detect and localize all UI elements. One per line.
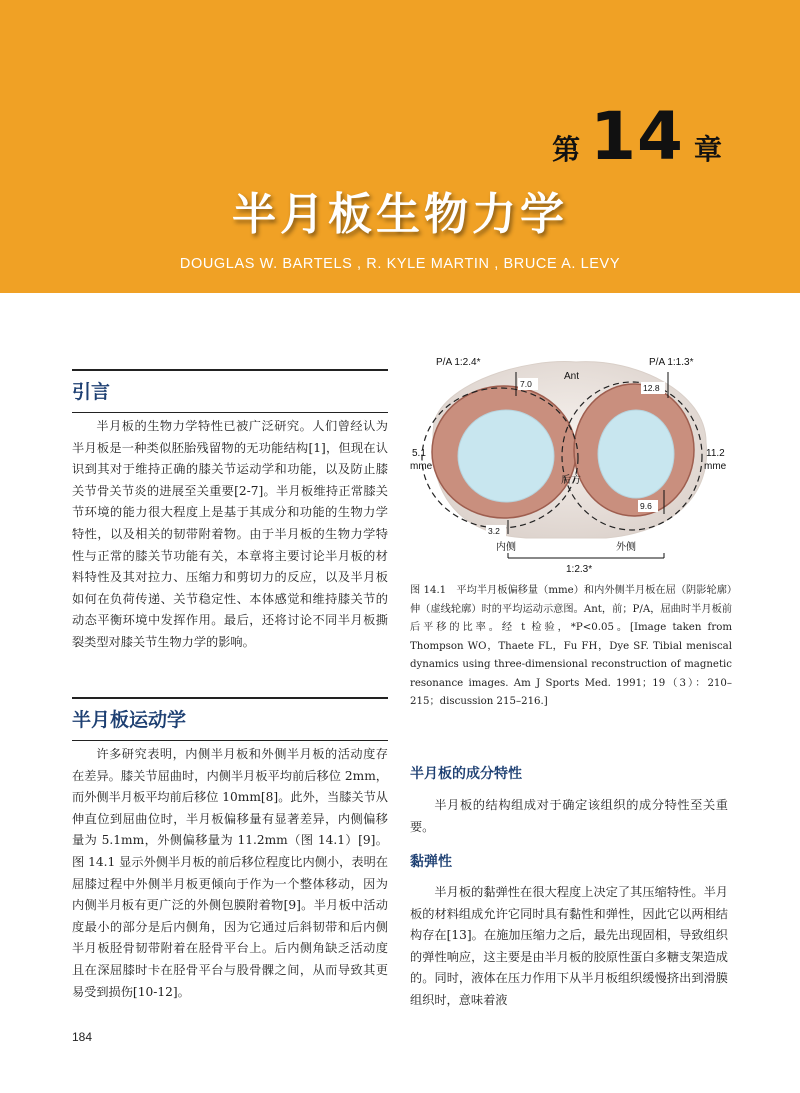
medial-label: 内侧 [496,542,516,553]
composition-heading: 半月板的成分特性 [410,766,522,782]
post-label: 后方 [561,475,581,486]
chapter-suffix: 章 [693,133,722,166]
intro-paragraph: 半月板的生物力学特性已被广泛研究。人们曾经认为半月板是一种类似胚胎残留物的无功能结构[1]，但现在认识到其对于维持正确的膝关节运动学和功能，以及防止膝关节骨关节炎的进展至关重要[2-7]。半月板维持正常膝关节环境的能力很大程度上是基于其成分和功能的生物力学特性，以及相关的韧带附着物。由于半月板的生物力学特性与正常的膝关节功能有关，本章将主要讨论半月板的材料特性及其对拉力、压缩力和剪切力的反应，以及半月板如何在负荷传递、关节稳定性、本体感觉和维持膝关节的动态平衡环境中发挥作用。最后，还将讨论不同半月板撕裂类型对膝关节生物力学的影响。 [72,419,388,649]
meniscus-figure [406,352,728,578]
top-right-ratio: P/A 1:1.3* [649,357,694,368]
kinematics-heading: 半月板运动学 [72,699,388,741]
value-12: 12.8 [643,383,660,393]
section-heading-kinematics [72,697,388,741]
medial-tibial-surface [458,410,554,502]
bottom-ratio: 1:2.3* [566,564,593,575]
section-heading-intro [72,369,388,413]
right-value: 11.2 [706,448,725,459]
page-number: 184 [72,1030,93,1044]
left-unit: mme [410,461,433,472]
left-value: 5.1 [412,448,426,459]
right-unit: mme [704,461,727,472]
chapter-prefix: 第 [552,133,581,166]
value-3: 3.2 [488,526,500,536]
chapter-number: 14 [590,98,684,175]
composition-paragraph: 半月板的结构组成对于确定该组织的成分特性至关重要。 [410,798,728,834]
value-9: 9.6 [640,501,652,511]
figure-caption: 图 14.1 平均半月板偏移量（mme）和内外侧半月板在屈（阴影轮廓）伸（虚线轮廓）时的平均运动示意图。Ant，前；P/A，屈曲时半月板前后平移的比率。经 t 检验，*P<0.05。[Image taken from Thompson WO，Thaete FL，Fu FH，Dye SF. Tibial meniscal dynamics using three-dimensional reconstruction of magnetic resonance images. Am J Sports Med. 1991；19（3）：210–215；discussion 215–216.] [410,585,732,707]
top-left-ratio: P/A 1:2.4* [436,357,481,368]
viscoelastic-paragraph: 半月板的黏弹性在很大程度上决定了其压缩特性。半月板的材料组成允许它同时具有黏性和弹性，因此它以两相结构存在[13]。在施加压缩力之后，最先出现固相，导致组织的弹性响应，这主要是由半月板的胶原性蛋白多糖支架造成的。同时，液体在压力作用下从半月板组织缓慢挤出到滑膜组织时，意味着液 [410,885,728,1007]
intro-heading: 引言 [72,371,388,413]
viscoelastic-heading: 黏弹性 [410,854,452,870]
value-7: 7.0 [520,379,532,389]
chapter-label [552,98,722,175]
lateral-tibial-surface [598,410,674,498]
ant-label: Ant [564,371,580,382]
lateral-label: 外侧 [616,542,636,553]
kinematics-paragraph: 许多研究表明，内侧半月板和外侧半月板的活动度存在差异。膝关节屈曲时，内侧半月板平均前后移位 2mm，而外侧半月板平均前后移位 10mm[8]。此外，当膝关节从伸直位到屈曲位时，半月板偏移量有显著差异，内侧偏移量为 5.1mm，外侧偏移量为 11.2mm（图 14.1）[9]。图 14.1 显示外侧半月板的前后移位程度比内侧小，表明在屈膝过程中外侧半月板更倾向于作为一个整体移动，因为内侧半月板有更广泛的外侧包膜附着物[9]。半月板中活动度最小的部分是后内侧角，因为它通过后斜韧带和后内侧半月板胫骨韧带附着在胫骨平台上。后内侧角缺乏活动度且在深屈膝时卡在胫骨平台与股骨髁之间，从而导致其更易受到损伤[10-12]。 [72,747,388,999]
chapter-authors: DOUGLAS W. BARTELS , R. KYLE MARTIN , BRUCE A. LEVY [179,256,621,272]
chapter-banner [0,0,800,293]
chapter-title: 半月板生物力学 [232,189,568,240]
